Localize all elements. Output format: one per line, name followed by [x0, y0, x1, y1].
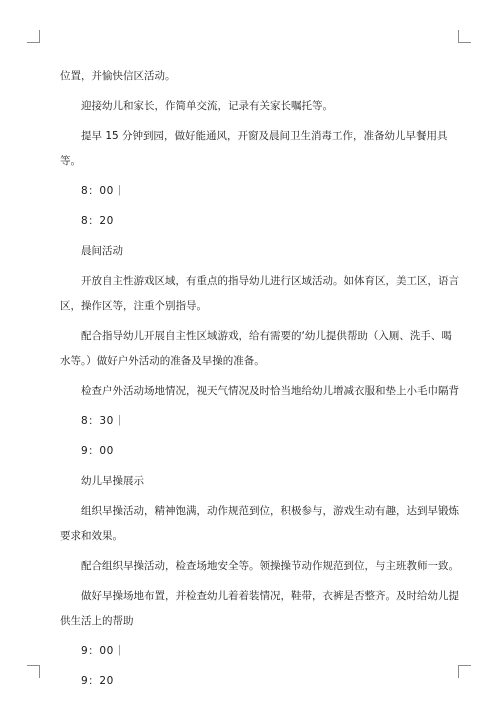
paragraph: 检查户外活动场地情况，视天气情况及时恰当地给幼儿增减衣服和垫上小毛巾隔背 — [81, 385, 459, 397]
crop-mark-bottom-left — [27, 665, 40, 678]
document-body — [60, 64, 460, 699]
time-line: 9：00｜ — [81, 645, 126, 657]
time-line: 8：30｜ — [81, 415, 126, 427]
paragraph: 提早 15 分钟到园，做好能通风，开窗及晨间卫生消毒工作，准备幼儿早餐用具等。 — [60, 130, 448, 167]
section-heading: 晨间活动 — [81, 245, 123, 257]
paragraph: 开放自主性游戏区域，有重点的指导幼儿进行区域活动。如体育区，美工区，语言区，操作区等，注重个别指导。 — [60, 275, 459, 312]
section-heading: 幼儿早操展示 — [81, 475, 144, 487]
time-line: 8：00｜ — [81, 185, 126, 197]
paragraph: 配合组织早操活动，检查场地安全等。领操操节动作规范到位，与主班教师一致。 — [81, 560, 459, 572]
paragraph: 配合指导幼儿开展自主性区域游戏，给有需要的‘幼儿提供帮助（入厕、洗手、喝水等。）做好户外活动的准备及早操的准备。 — [60, 330, 452, 367]
paragraph: 组织早操活动，精神饱满，动作规范到位，积极参与，游戏生动有趣，达到早锻炼要求和效果。 — [60, 505, 459, 542]
crop-mark-top-right — [458, 30, 471, 43]
time-line: 9：00 — [81, 445, 114, 457]
paragraph: 迎接幼儿和家长，作简单交流，记录有关家长嘱托等。 — [81, 100, 333, 112]
crop-mark-top-left — [27, 30, 40, 43]
paragraph: 做好早操场地布置，并检查幼儿着着装情况，鞋带，衣裤是否整齐。及时给幼儿提供生活上的帮助 — [60, 590, 459, 627]
paragraph: 位置，并愉快信区活动。 — [60, 70, 176, 82]
time-line: 9：20 — [81, 675, 114, 687]
time-line: 8：20 — [81, 215, 114, 227]
